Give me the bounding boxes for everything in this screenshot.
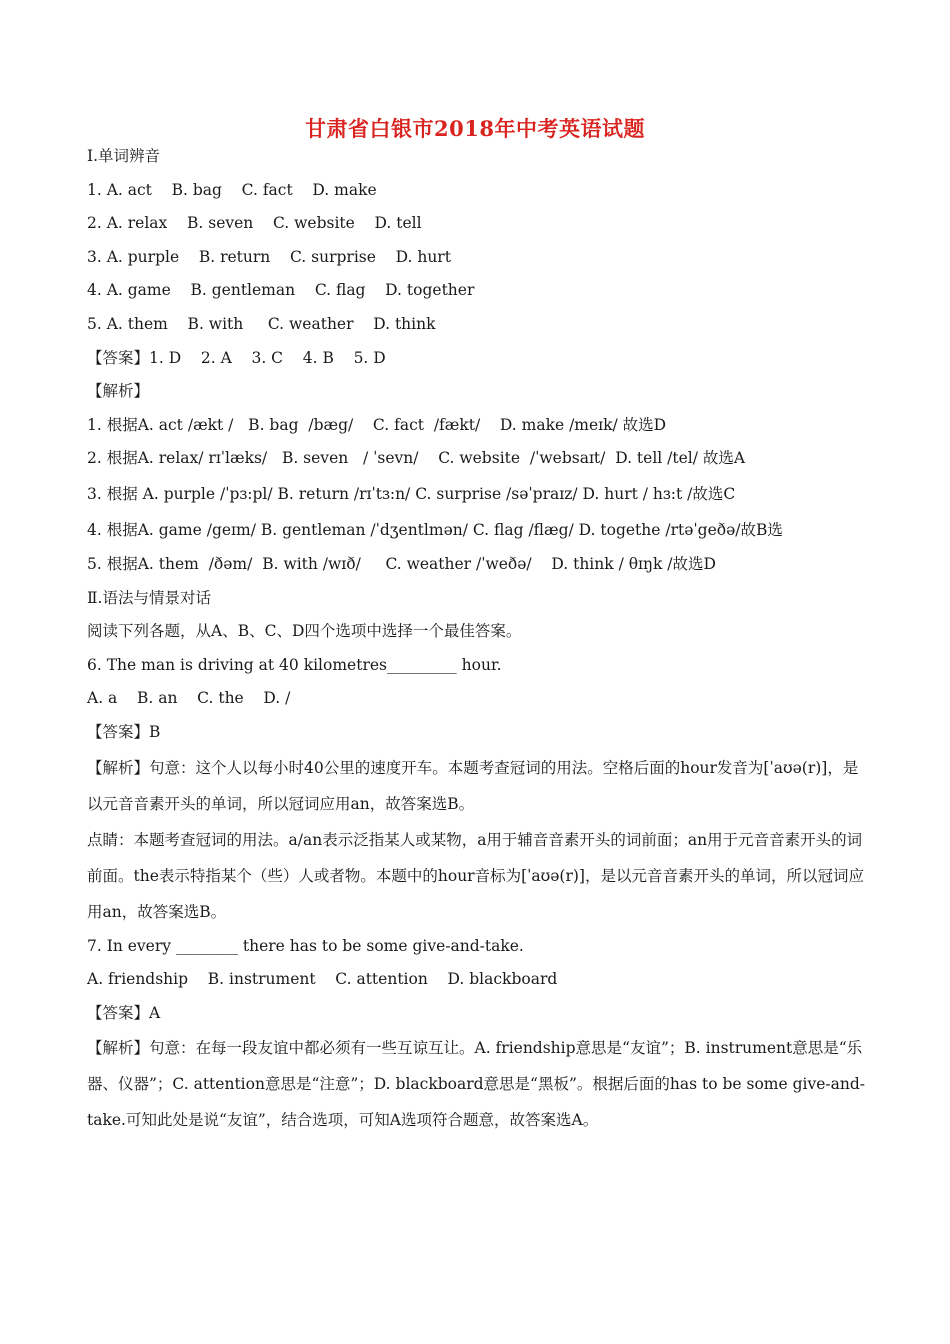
text-line: 2. 根据A. relax/ rɪˈlæks/ B. seven / ˈsevn/ C. website /ˈwebsaɪt/ D. tell /tel/ 故选A	[87, 449, 746, 468]
text-line: 1. 根据A. act /ækt / B. bag /bæg/ C. fact /fækt/ D. make /meɪk/ 故选D	[87, 415, 667, 434]
text-line: 6. The man is driving at 40 kilometres_________ hour.	[87, 655, 502, 674]
text-line: 1. A. act B. bag C. fact D. make	[87, 180, 377, 199]
text-line: 【解析】句意：在每一段友谊中都必须有一些互谅互让。A. friendship意思是“友谊”；B. instrument意思是“乐器、仪器”；C. attention意思是“注意”；D. blackboard意思是“黑板”。根据后面的has to be some give-and-take.可知此处是说“友谊”，结合选项，可知A选项符合题意，故答案选A。	[87, 1039, 866, 1130]
text-line: A. a B. an C. the D. /	[87, 689, 291, 708]
text-line: 【答案】1. D 2. A 3. C 4. B 5. D	[87, 348, 386, 367]
text-line: 7. In every ________ there has to be some give-and-take.	[87, 936, 524, 955]
text-line: 【答案】B	[87, 722, 161, 741]
text-line: 3. A. purple B. return C. surprise D. hurt	[87, 247, 451, 266]
document-body	[87, 140, 867, 1138]
text-line: I.单词辨音	[87, 147, 161, 165]
text-line: 5. A. them B. with C. weather D. think	[87, 314, 436, 333]
text-line: 2. A. relax B. seven C. website D. tell	[87, 214, 422, 233]
text-line: A. friendship B. instrument C. attention D. blackboard	[87, 970, 558, 989]
text-line: 【解析】	[87, 382, 150, 401]
text-line: Ⅱ.语法与情景对话	[87, 588, 211, 607]
text-line: 【解析】句意：这个人以每小时40公里的速度开车。本题考查冠词的用法。空格后面的hour发音为[ˈaʊə(r)]，是以元音音素开头的单词，所以冠词应用an，故答案选B。	[87, 758, 859, 813]
text-line: 3. 根据 A. purple /ˈpɜ:pl/ B. return /rɪˈtɜ:n/ C. surprise /səˈpraɪz/ D. hurt / hɜ:t /故选C	[87, 484, 736, 503]
text-line: 4. A. game B. gentleman C. flag D. together	[87, 281, 475, 300]
text-line: 点睛：本题考查冠词的用法。a/an表示泛指某人或某物，a用于辅音音素开头的词前面；an用于元音音素开头的词前面。the表示特指某个（些）人或者物。本题中的hour音标为[ˈaʊə(r)]，是以元音音素开头的单词，所以冠词应用an，故答案选B。	[87, 830, 864, 921]
text-line: 5. 根据A. them /ðəm/ B. with /wɪð/ C. weather /ˈweðə/ D. think / θɪŋk /故选D	[87, 554, 716, 573]
text-line: 阅读下列各题，从A、B、C、D四个选项中选择一个最佳答案。	[87, 622, 522, 641]
page-title: 甘肃省白银市2018年中考英语试题	[305, 116, 645, 141]
text-line: 4. 根据A. game /geɪm/ B. gentleman /ˈdʒentlmən/ C. flag /flæg/ D. togethe /rtəˈgeðə/故B选	[87, 520, 783, 539]
text-line: 【答案】A	[87, 1003, 161, 1022]
